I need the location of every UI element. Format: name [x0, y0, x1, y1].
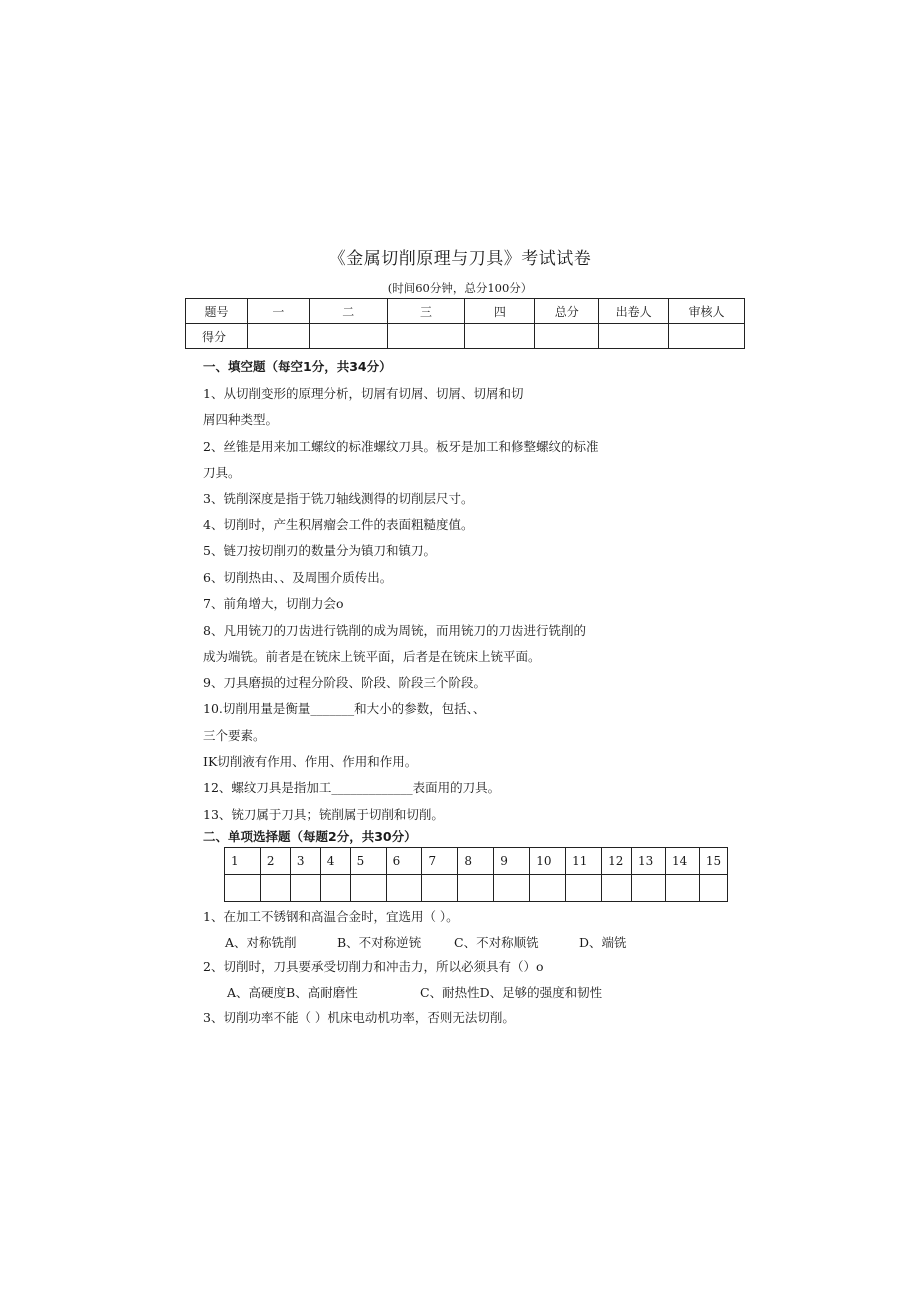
answer-blank-cell: [602, 875, 632, 902]
answer-blank-cell: [260, 875, 290, 902]
score-header-cell: 三: [387, 299, 465, 324]
score-row-label: 得分: [186, 324, 248, 349]
answer-blank-row: [225, 875, 728, 902]
answer-number-cell: 9: [494, 848, 530, 875]
score-header-cell: 题号: [186, 299, 248, 324]
answer-number-cell: 8: [458, 848, 494, 875]
question-1-text: 1、在加工不锈钢和高温合金时，宜选用（ ）。: [203, 909, 459, 924]
answer-number-cell: 5: [350, 848, 386, 875]
fill-blank-line: 5、链刀按切削刃的数量分为镇刀和镇刀。: [203, 543, 436, 558]
score-header-cell: 总分: [535, 299, 599, 324]
fill-blank-line: 2、丝锥是用来加工螺纹的标准螺纹刀具。板牙是加工和修整螺纹的标准: [203, 439, 599, 454]
question-3-text: 3、切削功率不能（ ）机床电动机功率，否则无法切削。: [203, 1010, 515, 1025]
fill-blank-line: IK切削液有作用、作用、作用和作用。: [203, 754, 418, 769]
score-header-cell: 二: [309, 299, 387, 324]
answer-number-cell: 15: [699, 848, 727, 875]
answer-number-cell: 7: [422, 848, 458, 875]
fill-blank-line: 3、铣削深度是指于铣刀轴线测得的切削层尺寸。: [203, 491, 474, 506]
score-cell: [387, 324, 465, 349]
answer-blank-cell: [422, 875, 458, 902]
answer-number-cell: 2: [260, 848, 290, 875]
answer-blank-cell: [494, 875, 530, 902]
question-1-option-b: B、不对称逆铳: [337, 935, 422, 950]
score-cell: [535, 324, 599, 349]
fill-blank-line: 刀具。: [203, 465, 241, 480]
fill-blank-line: 8、凡用铳刀的刀齿进行铣削的成为周铳，而用铳刀的刀齿进行铣削的: [203, 623, 586, 638]
section2-heading: 二、单项选择题（每题2分，共30分）: [203, 829, 417, 844]
answer-blank-cell: [386, 875, 422, 902]
score-cell: [309, 324, 387, 349]
score-cell: [669, 324, 745, 349]
score-table: [185, 298, 745, 349]
question-1-option-c: C、不对称顺铣: [454, 935, 539, 950]
answer-number-cell: 10: [530, 848, 566, 875]
question-2-text: 2、切削时，刀具要承受切削力和冲击力，所以必须具有（）o: [203, 959, 544, 974]
answer-number-cell: 14: [665, 848, 699, 875]
answer-number-cell: 3: [290, 848, 320, 875]
answer-blank-cell: [530, 875, 566, 902]
score-cell: [465, 324, 535, 349]
answer-blank-cell: [566, 875, 602, 902]
fill-blank-line: 成为端铣。前者是在铳床上铳平面，后者是在铳床上铳平面。: [203, 649, 541, 664]
exam-title: 《金属切削原理与刀具》考试试卷: [328, 249, 592, 269]
answer-number-cell: 13: [632, 848, 666, 875]
fill-blank-line: 1、从切削变形的原理分析，切屑有切屑、切屑、切屑和切: [203, 386, 524, 401]
answer-blank-cell: [665, 875, 699, 902]
score-cell: [247, 324, 309, 349]
score-header-cell: 出卷人: [599, 299, 669, 324]
fill-blank-line: 4、切削时，产生积屑瘤会工件的表面粗糙度值。: [203, 517, 474, 532]
question-1-option-a: A、对称铣削: [225, 935, 297, 950]
answer-blank-cell: [290, 875, 320, 902]
answer-blank-cell: [350, 875, 386, 902]
fill-blank-line: 6、切削热由、、及周围介质传出。: [203, 570, 393, 585]
score-header-cell: 四: [465, 299, 535, 324]
score-cell: [599, 324, 669, 349]
answer-number-cell: 1: [225, 848, 261, 875]
score-table-header-row: [186, 299, 745, 324]
fill-blank-line: 12、螺纹刀具是指加工_____________表面用的刀具。: [203, 780, 501, 795]
fill-blank-line: 三个要素。: [203, 728, 266, 743]
score-header-cell: 一: [247, 299, 309, 324]
answer-blank-cell: [320, 875, 350, 902]
answer-number-row: [225, 848, 728, 875]
fill-blank-line: 9、刀具磨损的过程分阶段、阶段、阶段三个阶段。: [203, 675, 486, 690]
exam-subtitle: (时间60分钟，总分100分）: [387, 281, 533, 295]
answer-number-cell: 12: [602, 848, 632, 875]
question-2-option-ab: A、高硬度B、高耐磨性: [227, 985, 358, 1000]
fill-blank-line: 13、铳刀属于刀具；铳削属于切削和切削。: [203, 807, 444, 822]
answer-number-cell: 11: [566, 848, 602, 875]
fill-blank-line: 屑四种类型。: [203, 412, 279, 427]
fill-blank-line: 7、前角增大，切削力会o: [203, 596, 344, 611]
answer-blank-cell: [699, 875, 727, 902]
answer-blank-cell: [458, 875, 494, 902]
answer-number-cell: 4: [320, 848, 350, 875]
fill-blank-line: 10.切削用量是衡量_______和大小的参数，包括、、: [203, 701, 486, 716]
answer-blank-cell: [225, 875, 261, 902]
section1-heading: 一、填空题（每空1分，共34分）: [203, 359, 392, 374]
answer-blank-cell: [632, 875, 666, 902]
question-2-option-cd: C、耐热性D、足够的强度和韧性: [420, 985, 603, 1000]
answer-table: [224, 847, 728, 902]
question-1-option-d: D、端铣: [579, 935, 627, 950]
score-header-cell: 审核人: [669, 299, 745, 324]
score-table-score-row: [186, 324, 745, 349]
answer-number-cell: 6: [386, 848, 422, 875]
